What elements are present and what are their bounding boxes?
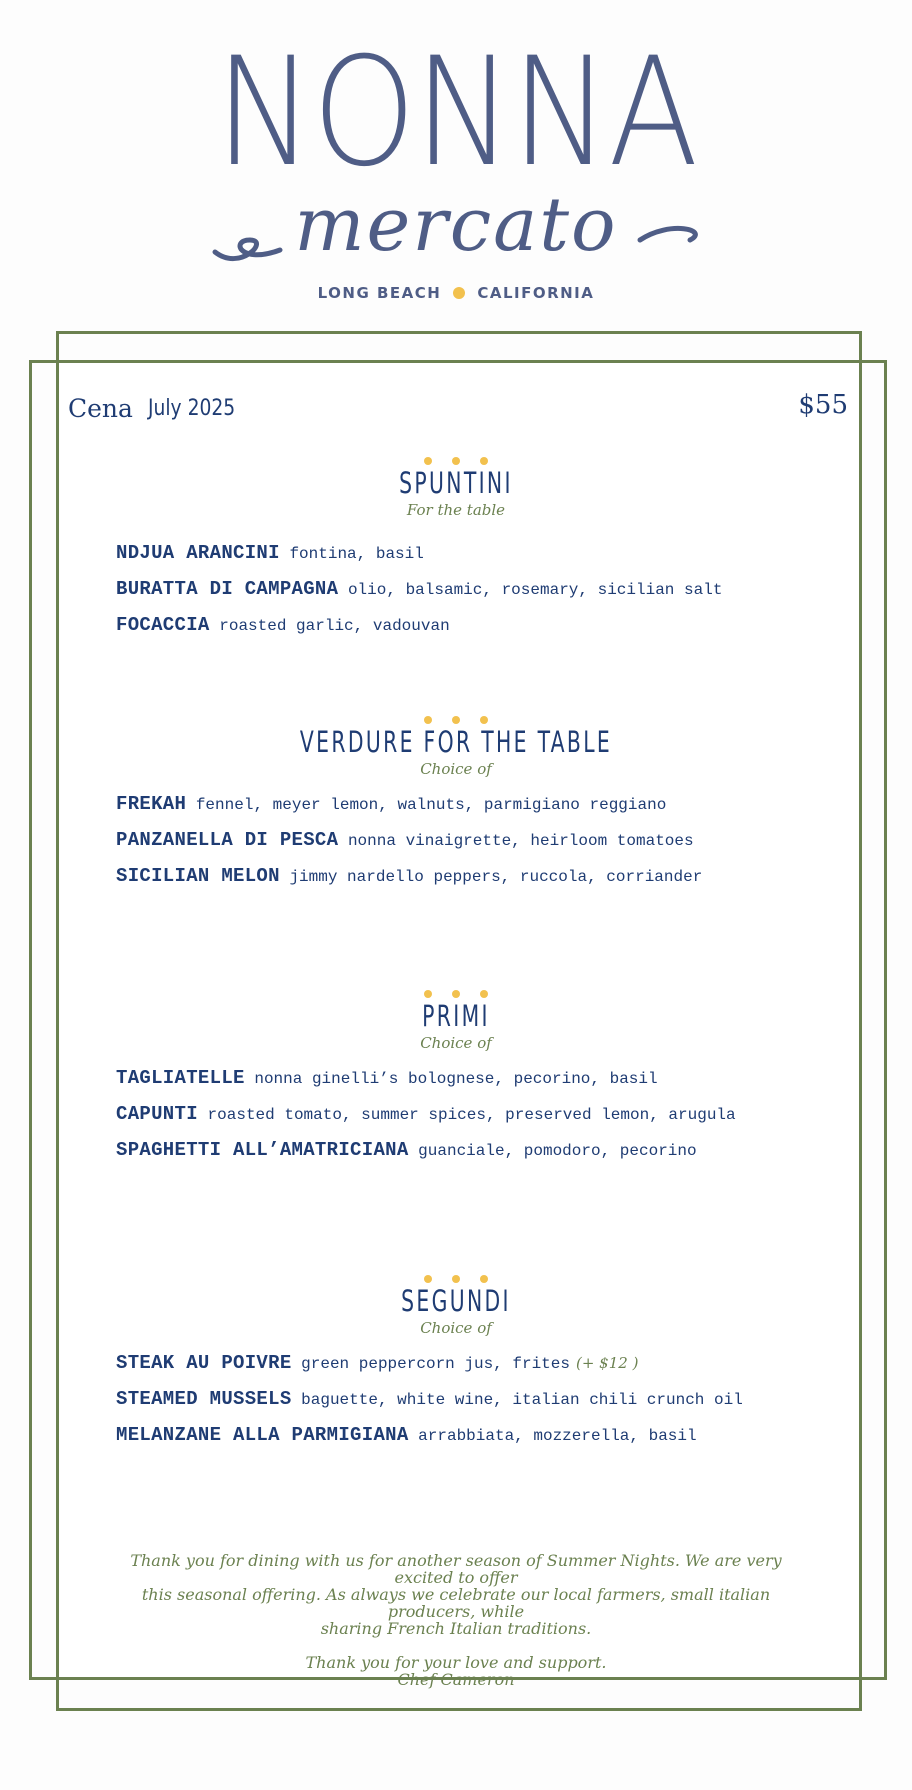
item-name: PANZANELLA DI PESCA — [116, 829, 339, 851]
footer-signature: Chef Cameron — [397, 1670, 515, 1689]
location-state: CALIFORNIA — [477, 284, 595, 302]
footer-thanks: Thank you for your love and support. — [305, 1653, 607, 1672]
item-name: MELANZANE ALLA PARMIGIANA — [116, 1424, 409, 1446]
item-name: STEAMED MUSSELS — [116, 1388, 292, 1410]
footer-note — [100, 1552, 812, 1688]
location-city: LONG BEACH — [317, 284, 442, 302]
menu-item — [116, 542, 912, 578]
item-desc: green peppercorn jus, frites — [301, 1355, 570, 1373]
section-dots-icon — [0, 1268, 912, 1282]
item-desc: baguette, white wine, italian chili crunch oil — [301, 1391, 743, 1409]
menu-item — [116, 1388, 912, 1424]
section-spuntini — [0, 450, 912, 650]
menu-header — [68, 388, 848, 428]
item-desc: fontina, basil — [289, 545, 424, 563]
item-name: STEAK AU POIVRE — [116, 1352, 292, 1374]
menu-item — [116, 1352, 912, 1388]
item-desc: nonna vinaigrette, heirloom tomatoes — [347, 832, 694, 850]
item-desc: roasted tomato, summer spices, preserved lemon, arugula — [207, 1106, 736, 1124]
menu-item — [116, 578, 912, 614]
item-desc: guanciale, pomodoro, pecorino — [418, 1142, 697, 1160]
item-desc: arrabbiata, mozzerella, basil — [418, 1427, 697, 1445]
section-primi — [0, 983, 912, 1175]
logo-location — [0, 284, 912, 302]
menu-title: Cena — [68, 394, 133, 423]
menu-price: $55 — [798, 390, 848, 420]
section-dots-icon — [0, 450, 912, 464]
menu-item — [116, 793, 912, 829]
menu-item — [116, 1424, 912, 1460]
item-name: FREKAH — [116, 793, 187, 815]
section-title: VERDURE FOR THE TABLE — [299, 725, 613, 759]
logo-wordmark: NONNA — [215, 26, 697, 200]
footer-line: this seasonal offering. As always we celebrate our local farmers, small italian producers, while — [141, 1585, 771, 1621]
logo-script: mercato — [294, 182, 618, 268]
item-name: NDJUA ARANCINI — [116, 542, 280, 564]
footer-line: sharing French Italian traditions. — [320, 1619, 592, 1638]
item-desc: roasted garlic, vadouvan — [219, 617, 450, 635]
section-verdure — [0, 709, 912, 901]
menu-date: July 2025 — [148, 396, 236, 421]
menu-item — [116, 1103, 912, 1139]
item-name: CAPUNTI — [116, 1103, 198, 1125]
item-name: SICILIAN MELON — [116, 865, 280, 887]
menu-item — [116, 1139, 912, 1175]
section-segundi — [0, 1268, 912, 1460]
menu-item — [116, 865, 912, 901]
item-desc: jimmy nardello peppers, ruccola, corriander — [289, 868, 703, 886]
item-desc: nonna ginelli’s bolognese, pecorino, basil — [254, 1070, 658, 1088]
section-subtitle: Choice of — [420, 760, 492, 778]
section-title: PRIMI — [422, 999, 490, 1033]
footer-line: Thank you for dining with us for another season of Summer Nights. We are very excited to offer — [130, 1551, 782, 1587]
menu-item — [116, 1067, 912, 1103]
section-dots-icon — [0, 983, 912, 997]
section-title: SPUNTINI — [399, 466, 513, 500]
section-subtitle: For the table — [406, 501, 506, 519]
item-name: SPAGHETTI ALL’AMATRICIANA — [116, 1139, 409, 1161]
section-title: SEGUNDI — [401, 1284, 511, 1318]
menu-item — [116, 614, 912, 650]
item-surcharge: (+ $12 ) — [575, 1354, 639, 1372]
item-desc: fennel, meyer lemon, walnuts, parmigiano reggiano — [195, 796, 667, 814]
section-subtitle: Choice of — [420, 1319, 492, 1337]
section-dots-icon — [0, 709, 912, 723]
location-dot-icon — [453, 287, 465, 299]
section-subtitle: Choice of — [420, 1034, 492, 1052]
item-desc: olio, balsamic, rosemary, sicilian salt — [347, 581, 723, 599]
item-name: BURATTA DI CAMPAGNA — [116, 578, 339, 600]
item-name: TAGLIATELLE — [116, 1067, 245, 1089]
item-name: FOCACCIA — [116, 614, 210, 636]
menu-item — [116, 829, 912, 865]
